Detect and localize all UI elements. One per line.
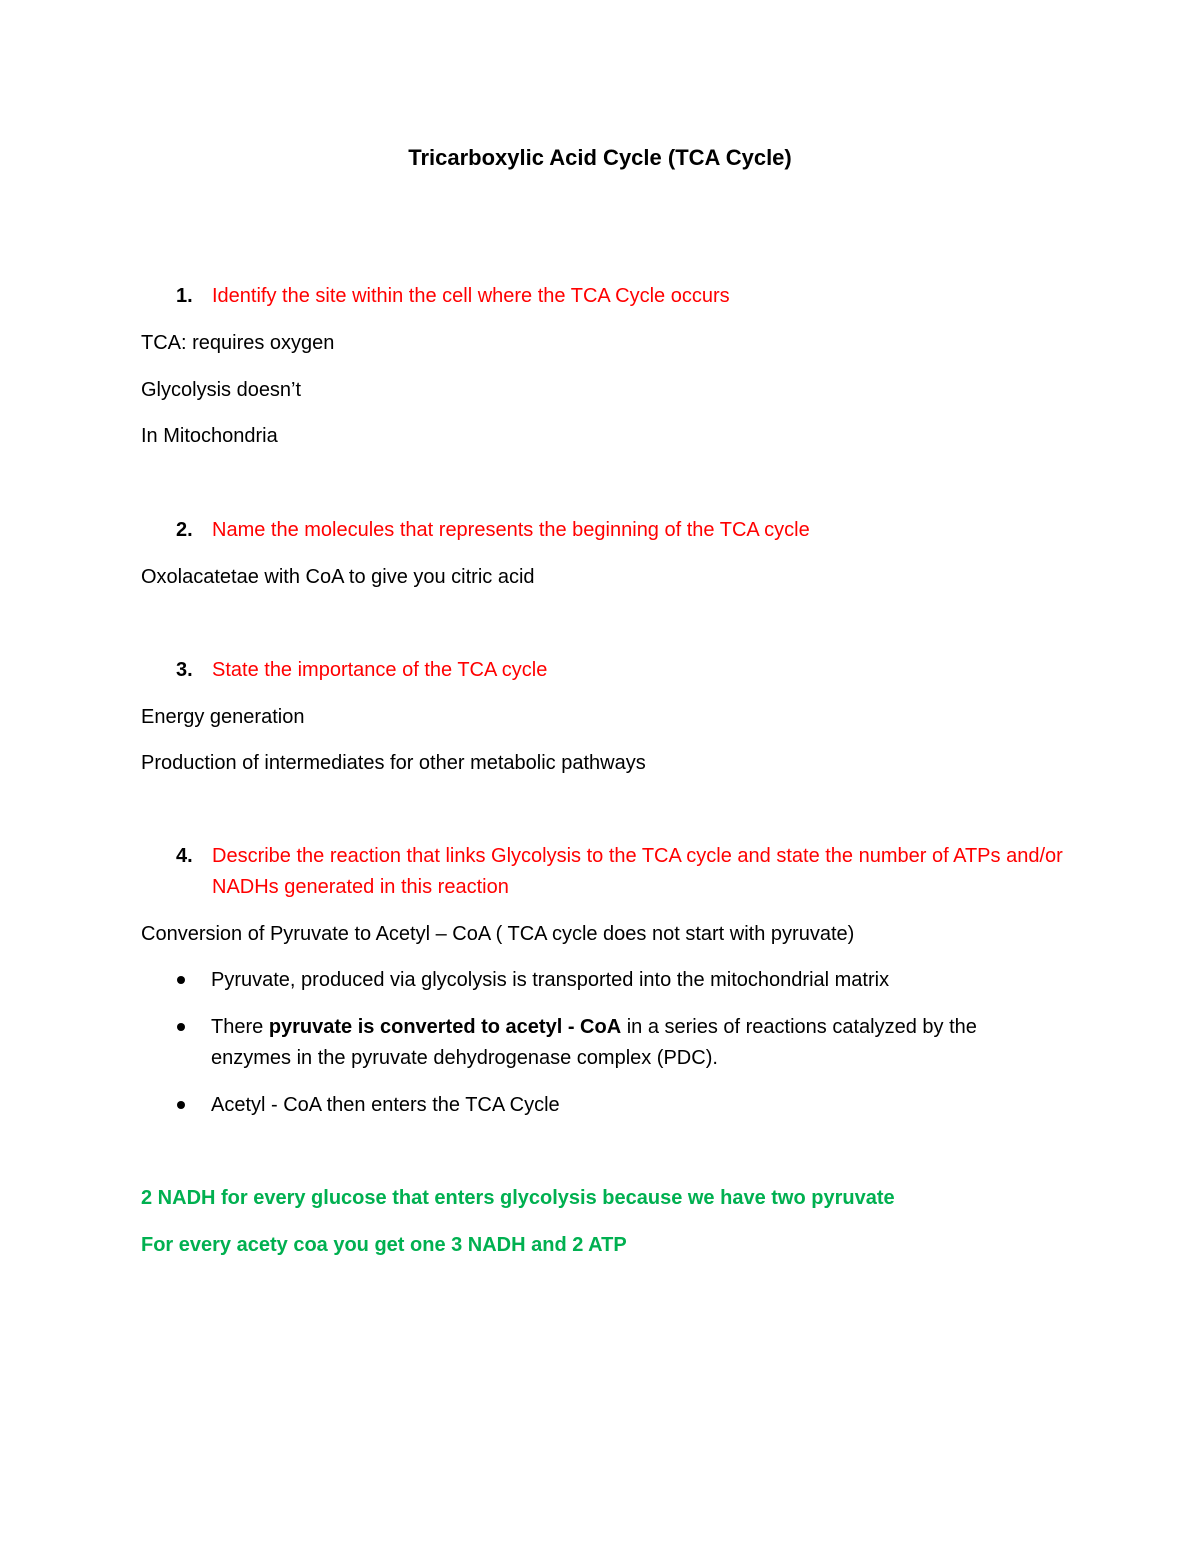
question-1: [176, 281, 1076, 312]
question-text: Name the molecules that represents the beginning of the TCA cycle: [212, 519, 810, 541]
bullet-dot-icon: [177, 976, 185, 984]
bullet-text-pre: There: [211, 1016, 269, 1038]
answer-line: Oxolacatetae with CoA to give you citric acid: [141, 566, 535, 588]
answer-line: Conversion of Pyruvate to Acetyl – CoA ( TCA cycle does not start with pyruvate): [141, 923, 855, 945]
answer-line: TCA: requires oxygen: [141, 332, 335, 354]
bullet-item: [173, 965, 1053, 996]
page-title: Tricarboxylic Acid Cycle (TCA Cycle): [408, 145, 792, 170]
answer-line: In Mitochondria: [141, 425, 278, 447]
bullet-text: [211, 1012, 1053, 1074]
answer-line: Energy generation: [141, 706, 305, 728]
highlight-note: 2 NADH for every glucose that enters glycolysis because we have two pyruvate: [141, 1187, 895, 1209]
question-number: 2.: [176, 519, 193, 541]
question-text: Identify the site within the cell where the TCA Cycle occurs: [212, 285, 730, 307]
bullet-text-bold: pyruvate is converted to acetyl - CoA: [268, 1016, 622, 1038]
question-number: 4.: [176, 845, 193, 867]
bullet-text: Pyruvate, produced via glycolysis is transported into the mitochondrial matrix: [211, 969, 890, 991]
question-text: State the importance of the TCA cycle: [212, 659, 548, 681]
question-text: Describe the reaction that links Glycolysis to the TCA cycle and state the number of ATPs and/or NADHs generated in this reaction: [212, 845, 1063, 898]
question-2: [176, 515, 1076, 546]
bullet-dot-icon: [177, 1023, 185, 1031]
question-4: [176, 841, 1076, 903]
highlight-note: For every acety coa you get one 3 NADH and 2 ATP: [141, 1234, 627, 1256]
bullet-text: Acetyl - CoA then enters the TCA Cycle: [211, 1094, 560, 1116]
answer-line: Production of intermediates for other metabolic pathways: [141, 752, 646, 774]
bullet-item: [173, 1090, 1053, 1121]
question-3: [176, 655, 1076, 686]
bullet-text-post: in a series of reactions catalyzed by the enzymes in the pyruvate dehydrogenase complex (PDC).: [211, 1016, 977, 1069]
question-number: 3.: [176, 659, 193, 681]
bullet-dot-icon: [177, 1101, 185, 1109]
answer-line: Glycolysis doesn’t: [141, 379, 302, 401]
bullet-item: [173, 1012, 1053, 1074]
question-number: 1.: [176, 285, 193, 307]
